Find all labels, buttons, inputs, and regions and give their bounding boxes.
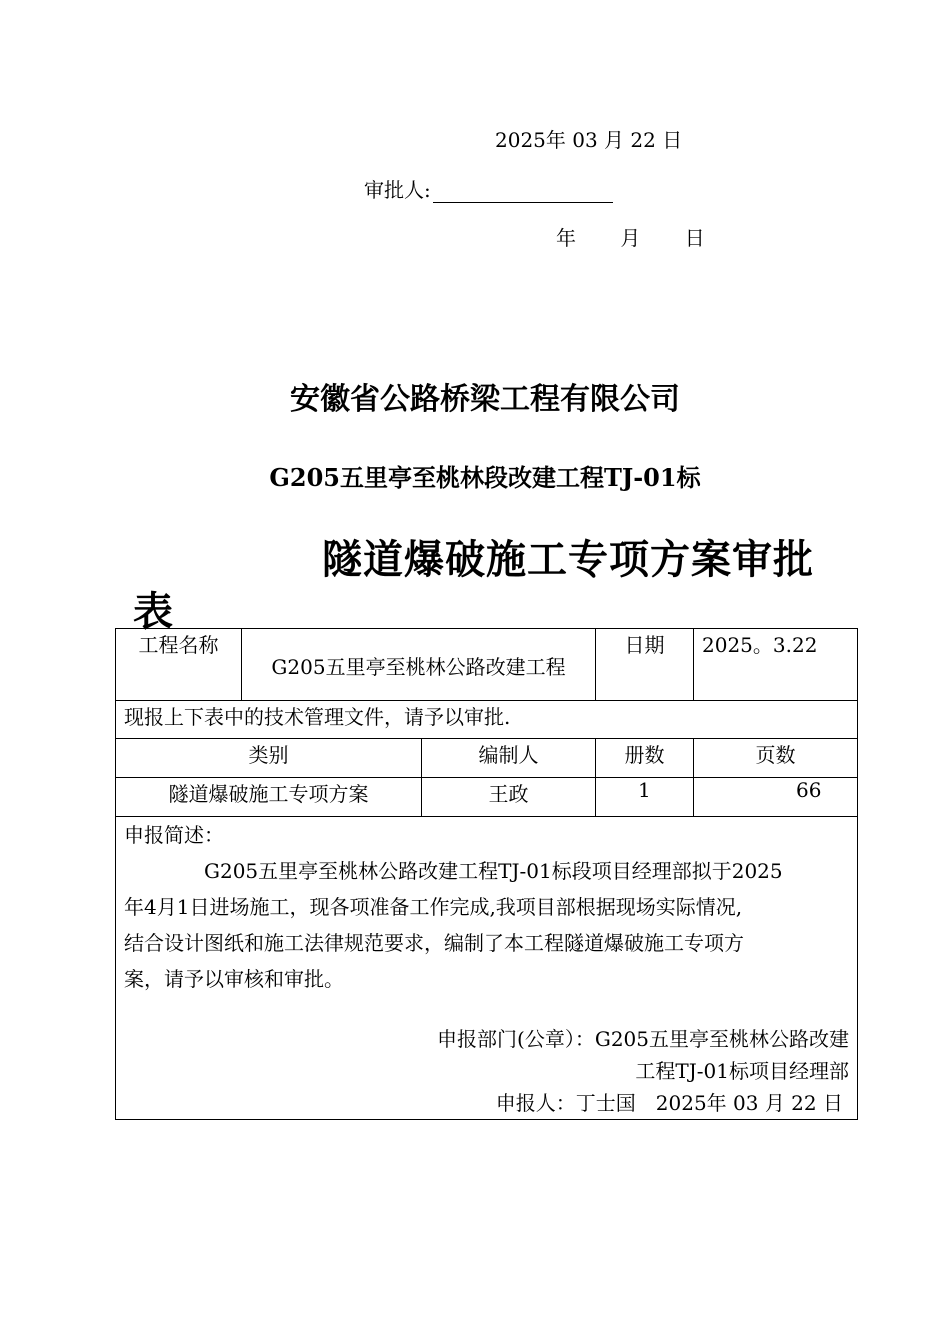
cell-category: 隧道爆破施工专项方案 (116, 778, 422, 817)
document-title-line2: 表 (133, 589, 173, 635)
company-name: 安徽省公路桥梁工程有限公司 (290, 382, 680, 417)
column-header-row (116, 739, 858, 778)
table-row (116, 778, 858, 817)
department-line-2: 工程TJ-01标项目经理部 (635, 1059, 849, 1083)
summary-text (124, 853, 849, 997)
summary-line-3: 结合设计图纸和施工法律规范要求，编制了本工程隧道爆破施工专项方 (124, 931, 744, 955)
request-row (116, 701, 858, 739)
year-label: 年 (556, 226, 576, 250)
summary-line-4: 案，请予以审核和审批。 (124, 967, 344, 991)
col-author: 编制人 (422, 739, 596, 778)
applicant-line: 申报人：丁士国 2025年 03 月 22 日 (495, 1091, 843, 1115)
cell-volumes: 1 (596, 778, 694, 817)
project-name-label: 工程名称 (116, 629, 242, 701)
cell-pages: 66 (694, 778, 858, 817)
project-info-row (116, 629, 858, 701)
summary-label: 申报简述： (124, 823, 224, 847)
project-name-value: G205五里亭至桃林公路改建工程 (242, 629, 596, 701)
month-label: 月 (620, 226, 641, 250)
col-category: 类别 (116, 739, 422, 778)
day-label: 日 (684, 226, 705, 250)
col-volumes: 册数 (596, 739, 694, 778)
request-text: 现报上下表中的技术管理文件，请予以审批. (116, 701, 858, 739)
summary-row (116, 817, 858, 1120)
summary-line-2: 年4月1日进场施工，现各项准备工作完成,我项目部根据现场实际情况, (124, 895, 743, 919)
col-pages: 页数 (694, 739, 858, 778)
approval-form-table (115, 628, 858, 1120)
cell-author: 王政 (422, 778, 596, 817)
approval-date-blank (556, 222, 705, 251)
top-date: 2025年 03 月 22 日 (495, 128, 683, 152)
document-title-line1: 隧道爆破施工专项方案审批 (322, 537, 814, 583)
summary-cell (116, 817, 858, 1120)
approver-signature-line (433, 182, 613, 203)
department-line-1: 申报部门(公章）：G205五里亭至桃林公路改建 (437, 1027, 849, 1051)
date-value: 2025。3.22 (694, 629, 858, 701)
project-name: G205五里亭至桃林段改建工程TJ-01标 (269, 463, 701, 492)
date-label: 日期 (596, 629, 694, 701)
approver-label: 审批人: (364, 178, 431, 202)
summary-line-1: G205五里亭至桃林公路改建工程TJ-01标段项目经理部拟于2025 (204, 859, 783, 883)
approver-field (364, 174, 613, 203)
